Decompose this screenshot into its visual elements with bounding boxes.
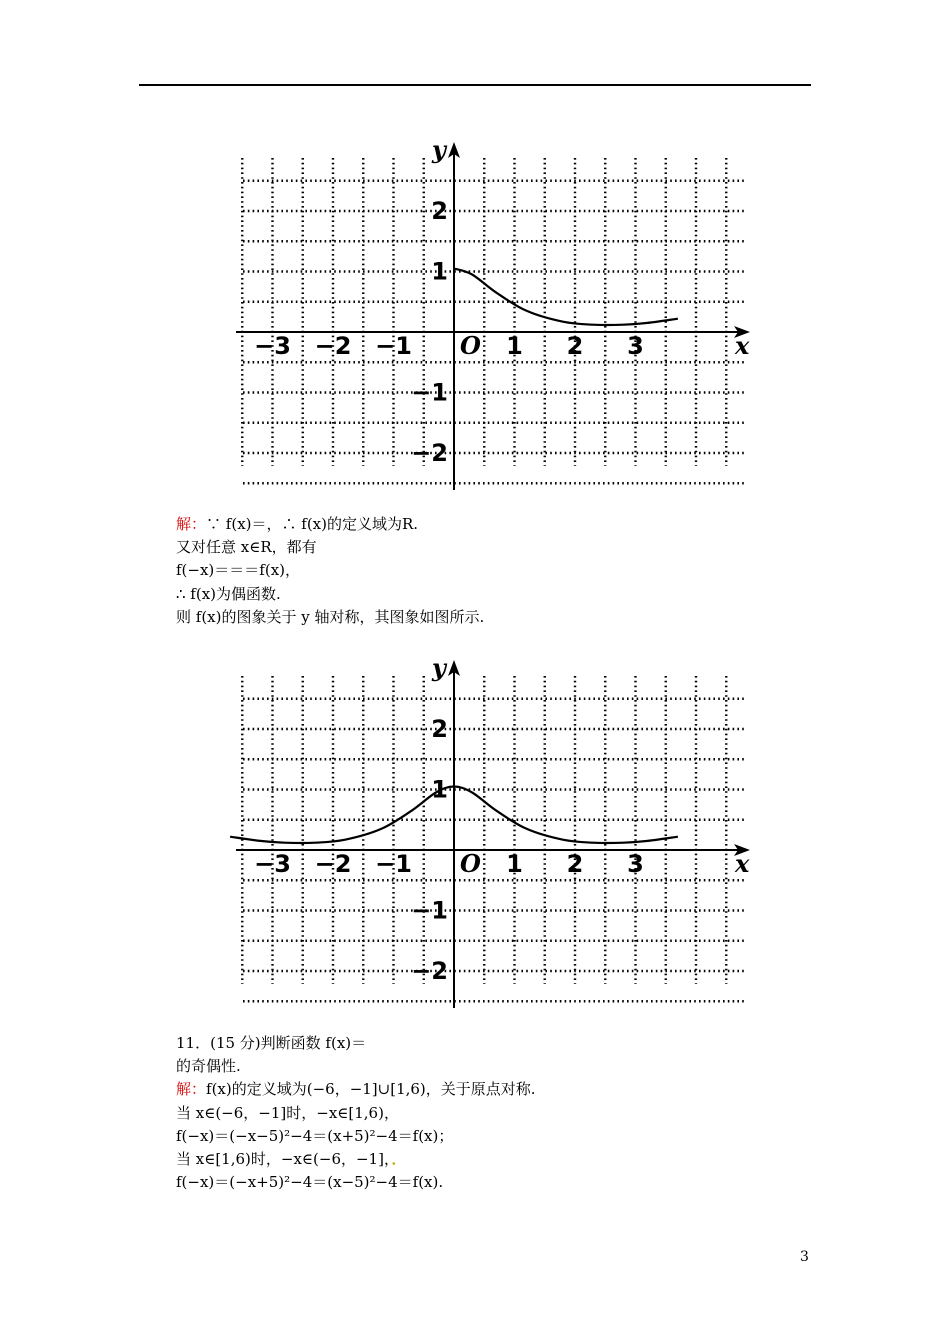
graph-2 xyxy=(0,654,950,1024)
x-axis-label: x xyxy=(735,331,750,360)
solution-1-line-1: 解：∵ f(x)＝，∴ f(x)的定义域为R. xyxy=(176,515,419,533)
page-number: 3 xyxy=(800,1249,809,1265)
x-tick-label: 1 xyxy=(506,850,523,878)
y-axis-label: y xyxy=(432,654,446,682)
problem-11-solution-line-2: 当 x∈(−6，−1]时，−x∈[1,6)， xyxy=(176,1103,399,1122)
y-tick-label: 2 xyxy=(431,197,448,225)
header-rule xyxy=(139,84,811,86)
x-tick-label: 3 xyxy=(627,850,644,878)
problem-11-solution-line-3: f(−x)＝(−x−5)²−4＝(x+5)²−4＝f(x)； xyxy=(176,1126,454,1145)
y-tick-label: 1 xyxy=(431,257,448,286)
x-tick-label: −1 xyxy=(375,850,412,878)
x-tick-label: −3 xyxy=(254,850,291,878)
origin-label: O xyxy=(460,331,481,360)
y-tick-label: −2 xyxy=(411,957,448,985)
problem-11-statement: 11．(15 分)判断函数 f(x)＝ xyxy=(176,1034,367,1052)
x-tick-label: −2 xyxy=(314,850,352,878)
problem-11-statement-cont: 的奇偶性. xyxy=(176,1057,241,1076)
mark-dot: ． xyxy=(391,1149,407,1168)
solution-1-line-2: 又对任意 x∈R，都有 xyxy=(176,538,317,557)
solution-1-line-5: 则 f(x)的图象关于 y 轴对称，其图象如图所示. xyxy=(176,607,485,626)
solution-1-line-4: ∴ f(x)为偶函数. xyxy=(176,584,281,603)
y-tick-label: −1 xyxy=(411,896,448,925)
y-tick-label: −1 xyxy=(411,378,448,407)
problem-11-solution-line-5: f(−x)＝(−x+5)²−4＝(x−5)²−4＝f(x). xyxy=(176,1173,444,1192)
function-curve xyxy=(454,269,678,326)
origin-label: O xyxy=(460,849,481,878)
graph-2-svg xyxy=(0,654,950,1024)
y-axis-label: y xyxy=(432,136,446,164)
x-tick-label: −2 xyxy=(314,332,352,360)
solution-label: 解： xyxy=(176,515,207,533)
x-tick-label: 2 xyxy=(566,332,584,360)
problem-11 xyxy=(176,1032,536,1194)
problem-11-solution-line-4: 当 x∈[1,6)时，−x∈(−6，−1]，． xyxy=(176,1149,407,1168)
y-tick-label: 1 xyxy=(431,775,448,804)
graph-1 xyxy=(0,136,950,506)
x-tick-label: 3 xyxy=(627,332,644,360)
x-axis-label: x xyxy=(735,849,750,878)
x-tick-label: −1 xyxy=(375,332,412,360)
solution-1-line-3: f(−x)＝＝＝f(x)， xyxy=(176,561,300,580)
x-tick-label: 1 xyxy=(506,332,523,360)
x-tick-label: 2 xyxy=(566,850,584,878)
graph-1-svg xyxy=(0,136,950,506)
solution-1 xyxy=(176,513,484,629)
x-tick-label: −3 xyxy=(254,332,291,360)
solution-label: 解： xyxy=(176,1080,207,1099)
y-tick-label: −2 xyxy=(411,439,448,467)
y-tick-label: 2 xyxy=(431,715,448,743)
problem-11-solution-line-1: 解：f(x)的定义域为(−6，−1]∪[1,6)，关于原点对称. xyxy=(176,1080,536,1099)
